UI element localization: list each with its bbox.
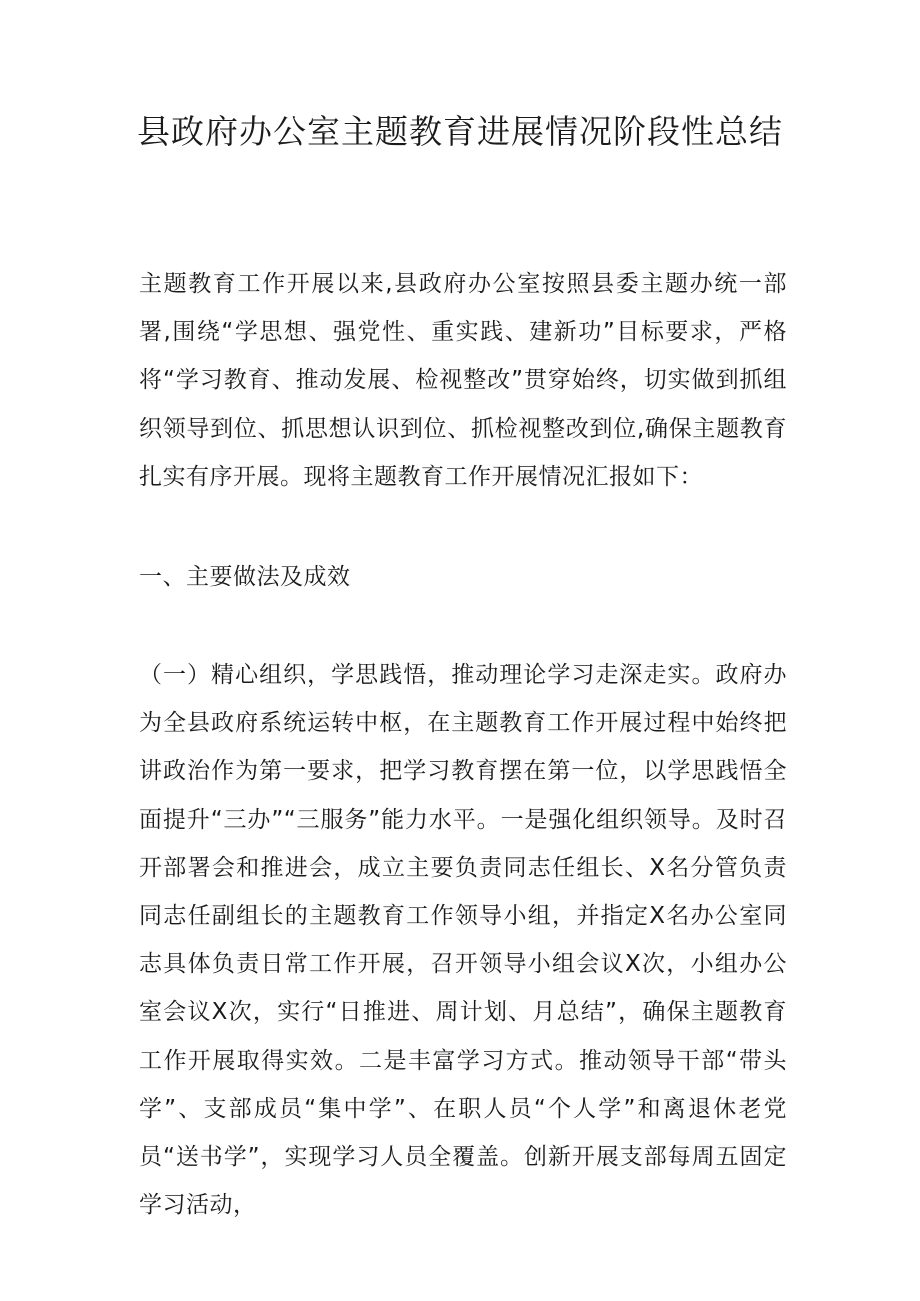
section-paragraph: （一）精心组织，学思践悟，推动理论学习走深走实。政府办为全县政府系统运转中枢，在主题教育工作开展过程中始终把讲政治作为第一要求，把学习教育摆在第一位，以学思践悟全面提升“三办”“三服务”能力水平。一是强化组织领导。及时召开部署会和推进会，成立主要负责同志任组长、X名分管负责同志任副组长的主题教育工作领导小组，并指定X名办公室同志具体负责日常工作开展，召开领导小组会议X次，小组办公室会议X次，实行“日推进、周计划、月总结”，确保主题教育工作开展取得实效。二是丰富学习方式。推动领导干部“带头学”、支部成员“集中学”、在职人员“个人学”和离退休老党员“送书学”，实现学习人员全覆盖。创新开展支部每周五固定学习活动，: [139, 662, 787, 1219]
section-heading: 一、主要做法及成效: [139, 564, 351, 590]
document-title: 县政府办公室主题教育进展情况阶段性总结: [137, 112, 783, 151]
intro-paragraph: 主题教育工作开展以来,县政府办公室按照县委主题办统一部署,围绕“学思想、强党性、重实践、建新功”目标要求，严格将“学习教育、推动发展、检视整改”贯穿始终，切实做到抓组织领导到位、抓思想认识到位、抓检视整改到位,确保主题教育扎实有序开展。现将主题教育工作开展情况汇报如下：: [139, 271, 787, 490]
